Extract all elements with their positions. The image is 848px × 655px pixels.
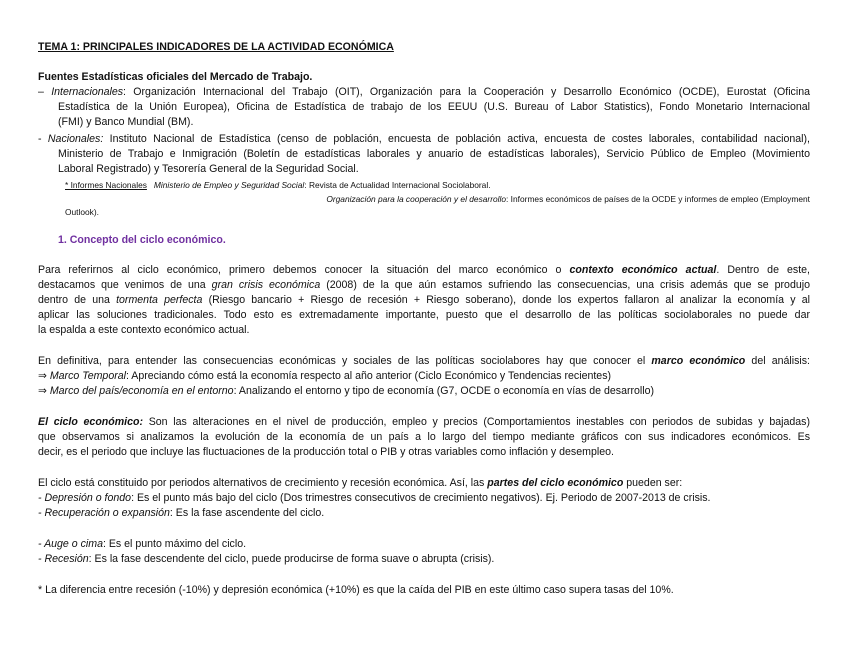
internacionales-line-3: (FMI) y Banco Mundial (BM). <box>58 116 194 128</box>
p4-line-2: - Depresión o fondo: Es el punto más bajo del ciclo (Dos trimestres consecutivos de crecimiento negativos). Ej. Periodo de 2007-2013 de crisis. <box>38 492 711 504</box>
nacionales-line-2: Ministerio de Trabajo e Inmigración (Boletín de estadísticas laborales y anuario de estadísticas laborales), Servicio Público de Empleo (Movimiento <box>58 148 810 160</box>
fuentes-heading: Fuentes Estadísticas oficiales del Mercado de Trabajo. <box>38 71 313 83</box>
p3-line-1: El ciclo económico: Son las alteraciones en el nivel de producción, empleo y precios (Comportamientos inestables con periodos de subidas y bajadas) <box>38 416 810 428</box>
p1-line-3: dentro de una tormenta perfecta (Riesgo bancario + Riesgo de recesión + Riesgo soberano), donde los expertos fallaron al analizar la economía y al <box>38 294 811 306</box>
nacionales-label: Nacionales: <box>47 133 104 145</box>
document-title: TEMA 1: PRINCIPALES INDICADORES DE LA ACTIVIDAD ECONÓMICA <box>38 41 394 53</box>
footnote: * La diferencia entre recesión (-10%) y depresión económica (+10%) es que la caída del PIB en este último caso supera tasas del 10%. <box>38 584 674 596</box>
p4-line-3: - Recuperación o expansión: Es la fase ascendente del ciclo. <box>38 507 325 519</box>
informes-ocde-line-2: Outlook). <box>65 207 99 217</box>
informes-nacionales-line: * Informes Nacionales Ministerio de Empleo y Seguridad Social: Revista de Actualidad Internacional Sociolaboral. <box>65 180 491 190</box>
p1-line-5: la espalda a este contexto económico actual. <box>38 324 250 336</box>
internacionales-line-2: Estadística de la Unión Europea), Oficina de Estadística de trabajo de los EEUU (U.S. Bureau of Labor Statistics), Fondo Monetario Internacional <box>58 101 810 113</box>
p2-line-1: En definitiva, para entender las consecuencias económicas y sociales de las políticas sociolabores hay que conocer el marco económico del análisis: <box>38 355 810 367</box>
informes-nacionales-label: * Informes Nacionales <box>65 180 147 190</box>
p5-line-2: - Recesión: Es la fase descendente del ciclo, puede producirse de forma suave o abrupta (crisis). <box>38 553 495 565</box>
informes-ocde-line: Organización para la cooperación y el desarrollo: Informes económicos de países de la OCDE y informes de empleo (Employment <box>326 194 810 204</box>
nacionales-line-3: Laboral Registrado) y Tesorería General de la Seguridad Social. <box>58 163 359 175</box>
section-1-heading: 1. Concepto del ciclo económico. <box>58 234 226 246</box>
internacionales-line-1: – Internacionales: Organización Internacional del Trabajo (OIT), Organización para la Cooperación y Desarrollo Económico (OCDE), Eurostat (Oficina <box>38 86 810 98</box>
nacionales-line-1: - Nacionales: Instituto Nacional de Estadística (censo de población, encuesta de población activa, encuesta de costes laborales, contabilidad nacional), <box>38 133 810 145</box>
p1-line-4: aplicar las soluciones tradicionales. Todo esto es extremadamente importante, puesto que el desarrollo de las políticas sociolaborales no puede dar <box>38 309 810 321</box>
p2-line-2: ⇒ Marco Temporal: Apreciando cómo está la economía respecto al año anterior (Ciclo Económico y Tendencias recientes) <box>38 370 612 382</box>
p4-line-1: El ciclo está constituido por periodos alternativos de crecimiento y recesión económica. Así, las partes del ciclo económico pueden ser: <box>38 477 683 489</box>
internacionales-label: Internacionales <box>51 86 124 98</box>
p1-line-2: destacamos que venimos de una gran crisis económica (2008) de la que aún estamos sufriendo las consecuencias, una crisis además que se produjo <box>38 279 810 291</box>
p2-line-3: ⇒ Marco del país/economía en el entorno: Analizando el entorno y tipo de economía (G7, OCDE o economía en vías de desarrollo) <box>38 385 655 397</box>
p1-line-1: Para referirnos al ciclo económico, primero debemos conocer la situación del marco económico o contexto económico actual. Dentro de este, <box>38 264 810 276</box>
p3-line-3: decir, es el periodo que incluye las fluctuaciones de la producción total o PIB y otras variables como inflación y desempleo. <box>38 446 614 458</box>
p5-line-1: - Auge o cima: Es el punto máximo del ciclo. <box>38 538 247 550</box>
p3-line-2: que observamos si analizamos la evolución de la economía de un país a lo largo del tiempo mediante gráficos con sus indicadores económicos. Es <box>38 431 810 443</box>
